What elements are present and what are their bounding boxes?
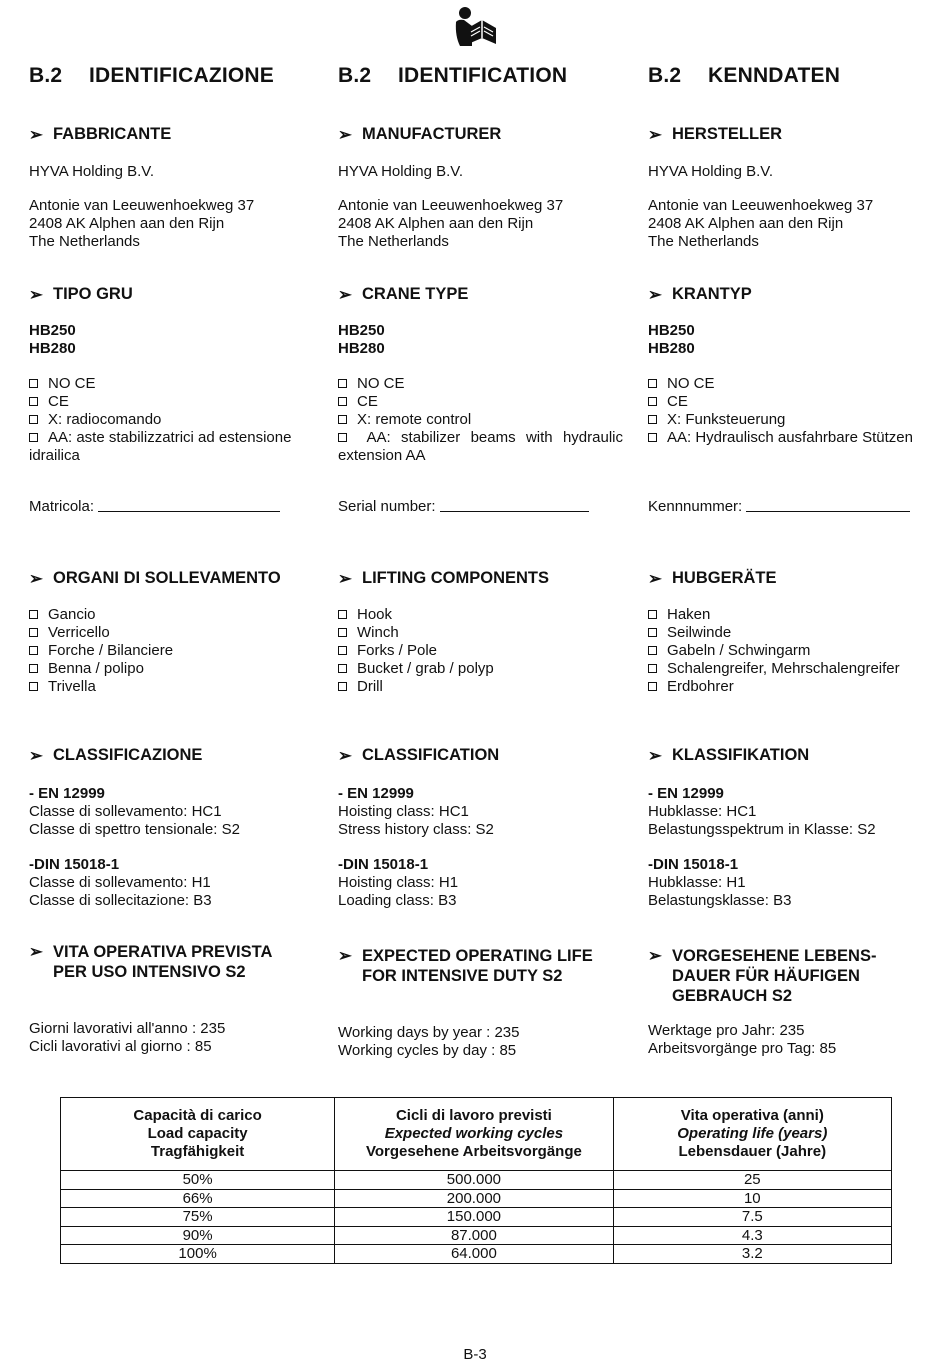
arrow-bullet-icon: ➢ (29, 126, 43, 144)
section-title (648, 64, 840, 88)
classification-heading-text: KLASSIFIKATION (672, 746, 810, 764)
operating-life-line: Werktage pro Jahr: 235 (648, 1022, 805, 1039)
crane-type-heading (338, 285, 468, 305)
life-cell: 4.3 (613, 1226, 891, 1245)
option-label: AA: stabilizer beams with hydraulic extension AA (338, 429, 623, 464)
checkbox[interactable] (29, 433, 38, 442)
header-it: Capacità di carico (133, 1107, 262, 1124)
lifting-option-row (29, 606, 314, 624)
model-name: HB280 (338, 340, 385, 357)
option-row (648, 411, 933, 429)
operating-life-heading-line: DAUER FÜR HÄUFIGEN (672, 967, 860, 985)
operating-life-heading-line: PER USO INTENSIVO S2 (53, 963, 246, 981)
checkbox[interactable] (338, 646, 347, 655)
section-title (338, 64, 567, 88)
option-row (29, 393, 314, 411)
table-row (61, 1208, 892, 1227)
en-standard-title: - EN 12999 (29, 785, 105, 802)
lifting-heading (338, 569, 549, 589)
section-number: B.2 (338, 64, 372, 87)
address-line: The Netherlands (338, 233, 449, 250)
checkbox[interactable] (648, 664, 657, 673)
option-label: Schalengreifer, Mehrschalengreifer (667, 660, 900, 677)
capacity-cell: 66% (61, 1189, 335, 1208)
model-name: HB250 (648, 322, 695, 339)
crane-type-heading-text: CRANE TYPE (362, 285, 469, 303)
option-label: X: Funksteuerung (667, 411, 786, 428)
manufacturer-heading (648, 125, 782, 145)
serial-input-line[interactable] (746, 499, 910, 512)
address-line: The Netherlands (29, 233, 140, 250)
operating-life-heading-line: VORGESEHENE LEBENS- (672, 947, 877, 965)
operating-life-heading-line: EXPECTED OPERATING LIFE (362, 947, 593, 965)
option-label: X: radiocomando (48, 411, 162, 428)
checkbox[interactable] (648, 628, 657, 637)
lifting-option-row (338, 642, 623, 660)
lifting-option-row (648, 660, 933, 678)
header-en: Expected working cycles (384, 1125, 564, 1142)
checkbox[interactable] (29, 628, 38, 637)
lifting-heading (648, 569, 777, 589)
arrow-bullet-icon: ➢ (648, 286, 662, 304)
company-name: HYVA Holding B.V. (29, 163, 155, 180)
en-standard-title: - EN 12999 (338, 785, 414, 802)
crane-type-heading-text: TIPO GRU (53, 285, 133, 303)
address-line: 2408 AK Alphen aan den Rijn (338, 215, 534, 232)
lifting-heading-text: HUBGERÄTE (672, 569, 777, 587)
capacity-cell: 100% (61, 1245, 335, 1264)
address-line: The Netherlands (648, 233, 759, 250)
crane-type-heading (648, 285, 752, 305)
option-label: Gabeln / Schwingarm (667, 642, 811, 659)
lifting-option-row (29, 660, 314, 678)
option-label: AA: Hydraulisch ausfahrbare Stützen (667, 429, 913, 446)
section-title (29, 64, 274, 88)
option-label: Erdbohrer (667, 678, 734, 695)
din-class-line: Hoisting class: H1 (338, 874, 459, 891)
capacity-cell: 90% (61, 1226, 335, 1245)
model-name: HB280 (29, 340, 76, 357)
serial-input-line[interactable] (98, 499, 280, 512)
option-label: Winch (357, 624, 399, 641)
header-de: Tragfähigkeit (150, 1143, 245, 1160)
lifting-option-row (648, 606, 933, 624)
en-standard-title: - EN 12999 (648, 785, 724, 802)
arrow-bullet-icon: ➢ (648, 947, 662, 965)
serial-label: Serial number: (338, 498, 436, 515)
arrow-bullet-icon: ➢ (648, 747, 662, 765)
arrow-bullet-icon: ➢ (29, 943, 43, 961)
header-it: Cicli di lavoro previsti (395, 1107, 552, 1124)
checkbox[interactable] (338, 415, 347, 424)
option-label: NO CE (48, 375, 96, 392)
section-title-text: KENNDATEN (708, 64, 841, 87)
arrow-bullet-icon: ➢ (29, 747, 43, 765)
arrow-bullet-icon: ➢ (29, 570, 43, 588)
manufacturer-heading-text: MANUFACTURER (362, 125, 502, 143)
cycles-cell: 500.000 (335, 1171, 613, 1190)
company-name: HYVA Holding B.V. (338, 163, 464, 180)
header-it: Vita operativa (anni) (680, 1107, 824, 1124)
checkbox[interactable] (338, 610, 347, 619)
life-cell: 3.2 (613, 1245, 891, 1264)
checkbox[interactable] (648, 433, 657, 442)
life-cell: 7.5 (613, 1208, 891, 1227)
operating-life-heading (29, 942, 272, 982)
header-en: Load capacity (147, 1125, 248, 1142)
en-class-line: Hoisting class: HC1 (338, 803, 469, 820)
operating-life-heading (648, 946, 876, 1006)
operating-life-line: Working cycles by day : 85 (338, 1042, 517, 1059)
capacity-cell: 75% (61, 1208, 335, 1227)
model-name: HB280 (648, 340, 695, 357)
checkbox[interactable] (29, 682, 38, 691)
cycles-cell: 200.000 (335, 1189, 613, 1208)
lifting-option-row (338, 606, 623, 624)
option-row (648, 375, 933, 393)
address-line: Antonie van Leeuwenhoekweg 37 (29, 197, 255, 214)
page-number: B-3 (463, 1346, 487, 1363)
checkbox[interactable] (338, 682, 347, 691)
option-label: Trivella (48, 678, 96, 695)
serial-field (338, 498, 589, 516)
crane-type-heading (29, 285, 133, 305)
option-label: X: remote control (357, 411, 472, 428)
classification-heading (29, 746, 202, 766)
checkbox[interactable] (29, 610, 38, 619)
checkbox[interactable] (338, 379, 347, 388)
din-standard-title: -DIN 15018-1 (648, 856, 739, 873)
lifting-option-row (29, 642, 314, 660)
table-row (61, 1171, 892, 1190)
option-label: NO CE (357, 375, 405, 392)
lifting-option-row (338, 678, 623, 696)
operating-life-heading-line: FOR INTENSIVE DUTY S2 (362, 967, 563, 985)
classification-heading (648, 746, 809, 766)
checkbox[interactable] (29, 379, 38, 388)
section-number: B.2 (29, 64, 63, 87)
checkbox[interactable] (338, 628, 347, 637)
en-class-line: Belastungsspektrum in Klasse: S2 (648, 821, 876, 838)
serial-label: Kennnummer: (648, 498, 743, 515)
en-class-line: Classe di sollevamento: HC1 (29, 803, 222, 820)
section-title-text: IDENTIFICAZIONE (89, 64, 274, 87)
table-row (61, 1189, 892, 1208)
din-class-line: Belastungsklasse: B3 (648, 892, 792, 909)
checkbox[interactable] (338, 433, 347, 442)
lifting-option-row (338, 660, 623, 678)
arrow-bullet-icon: ➢ (648, 126, 662, 144)
header-de: Lebensdauer (Jahre) (678, 1143, 827, 1160)
checkbox[interactable] (648, 646, 657, 655)
cycles-cell: 64.000 (335, 1245, 613, 1264)
checkbox[interactable] (29, 415, 38, 424)
manufacturer-heading (338, 125, 501, 145)
table-row (61, 1245, 892, 1264)
address-line: 2408 AK Alphen aan den Rijn (29, 215, 225, 232)
table-header-capacity (61, 1098, 335, 1171)
lifting-option-row (338, 624, 623, 642)
option-row (648, 393, 933, 411)
arrow-bullet-icon: ➢ (338, 947, 352, 965)
option-label: Benna / polipo (48, 660, 144, 677)
model-name: HB250 (338, 322, 385, 339)
option-label: NO CE (667, 375, 715, 392)
serial-field (648, 498, 910, 516)
operating-life-line: Working days by year : 235 (338, 1024, 520, 1041)
lifting-option-row (648, 678, 933, 696)
checkbox[interactable] (648, 397, 657, 406)
option-row (338, 429, 623, 465)
option-label: Hook (357, 606, 393, 623)
din-standard-title: -DIN 15018-1 (29, 856, 120, 873)
capacity-cell: 50% (61, 1171, 335, 1190)
checkbox[interactable] (29, 397, 38, 406)
din-class-line: Classe di sollevamento: H1 (29, 874, 211, 891)
address-line: Antonie van Leeuwenhoekweg 37 (648, 197, 874, 214)
classification-heading-text: CLASSIFICATION (362, 746, 500, 764)
din-class-line: Classe di sollecitazione: B3 (29, 892, 212, 909)
arrow-bullet-icon: ➢ (338, 286, 352, 304)
option-label: CE (667, 393, 688, 410)
option-label: CE (48, 393, 69, 410)
lifting-option-row (29, 678, 314, 696)
en-class-line: Hubklasse: HC1 (648, 803, 757, 820)
option-label: Gancio (48, 606, 96, 623)
company-name: HYVA Holding B.V. (648, 163, 774, 180)
operating-life-heading-line: GEBRAUCH S2 (672, 987, 793, 1005)
lifting-option-row (648, 624, 933, 642)
checkbox[interactable] (648, 682, 657, 691)
arrow-bullet-icon: ➢ (338, 126, 352, 144)
header-de: Vorgesehene Arbeitsvorgänge (365, 1143, 582, 1160)
manufacturer-heading-text: FABBRICANTE (53, 125, 172, 143)
option-row (29, 411, 314, 429)
checkbox[interactable] (648, 379, 657, 388)
lifting-option-row (648, 642, 933, 660)
operating-life-table (60, 1097, 892, 1264)
checkbox[interactable] (648, 610, 657, 619)
din-class-line: Loading class: B3 (338, 892, 457, 909)
life-cell: 10 (613, 1189, 891, 1208)
option-label: CE (357, 393, 378, 410)
din-class-line: Hubklasse: H1 (648, 874, 746, 891)
arrow-bullet-icon: ➢ (29, 286, 43, 304)
en-class-line: Stress history class: S2 (338, 821, 494, 838)
lifting-heading (29, 569, 281, 589)
table-header-row (61, 1098, 892, 1171)
option-label: Drill (357, 678, 383, 695)
option-label: Verricello (48, 624, 110, 641)
lifting-heading-text: ORGANI DI SOLLEVAMENTO (53, 569, 281, 587)
arrow-bullet-icon: ➢ (648, 570, 662, 588)
checkbox[interactable] (338, 397, 347, 406)
reading-person-icon (452, 6, 498, 48)
option-label: AA: aste stabilizzatrici ad estensione idrailica (29, 429, 292, 464)
arrow-bullet-icon: ➢ (338, 747, 352, 765)
model-name: HB250 (29, 322, 76, 339)
serial-label: Matricola: (29, 498, 95, 515)
serial-field (29, 498, 280, 516)
en-class-line: Classe di spettro tensionale: S2 (29, 821, 240, 838)
address-line: Antonie van Leeuwenhoekweg 37 (338, 197, 564, 214)
operating-life-line: Cicli lavorativi al giorno : 85 (29, 1038, 212, 1055)
option-label: Forche / Bilanciere (48, 642, 174, 659)
option-label: Seilwinde (667, 624, 732, 641)
table-header-cycles (335, 1098, 613, 1171)
checkbox[interactable] (29, 664, 38, 673)
manufacturer-heading-text: HERSTELLER (672, 125, 783, 143)
option-row (338, 393, 623, 411)
serial-input-line[interactable] (440, 499, 589, 512)
checkbox[interactable] (648, 415, 657, 424)
operating-life-heading-line: VITA OPERATIVA PREVISTA (53, 943, 273, 961)
crane-type-heading-text: KRANTYP (672, 285, 752, 303)
table-row (61, 1226, 892, 1245)
operating-life-line: Giorni lavorativi all'anno : 235 (29, 1020, 226, 1037)
lifting-option-row (29, 624, 314, 642)
operating-life-heading (338, 946, 593, 986)
din-standard-title: -DIN 15018-1 (338, 856, 429, 873)
option-row (29, 375, 314, 393)
life-cell: 25 (613, 1171, 891, 1190)
option-row (648, 429, 933, 447)
cycles-cell: 150.000 (335, 1208, 613, 1227)
cycles-cell: 87.000 (335, 1226, 613, 1245)
section-title-text: IDENTIFICATION (398, 64, 568, 87)
option-row (338, 375, 623, 393)
option-label: Bucket / grab / polyp (357, 660, 494, 677)
lifting-heading-text: LIFTING COMPONENTS (362, 569, 549, 587)
option-row (338, 411, 623, 429)
address-line: 2408 AK Alphen aan den Rijn (648, 215, 844, 232)
table-header-life (613, 1098, 891, 1171)
option-label: Forks / Pole (357, 642, 438, 659)
operating-life-line: Arbeitsvorgänge pro Tag: 85 (648, 1040, 837, 1057)
checkbox[interactable] (338, 664, 347, 673)
classification-heading (338, 746, 499, 766)
manufacturer-heading (29, 125, 171, 145)
option-label: Haken (667, 606, 711, 623)
checkbox[interactable] (29, 646, 38, 655)
arrow-bullet-icon: ➢ (338, 570, 352, 588)
classification-heading-text: CLASSIFICAZIONE (53, 746, 203, 764)
option-row (29, 429, 314, 465)
section-number: B.2 (648, 64, 682, 87)
header-en: Operating life (years) (677, 1125, 828, 1142)
